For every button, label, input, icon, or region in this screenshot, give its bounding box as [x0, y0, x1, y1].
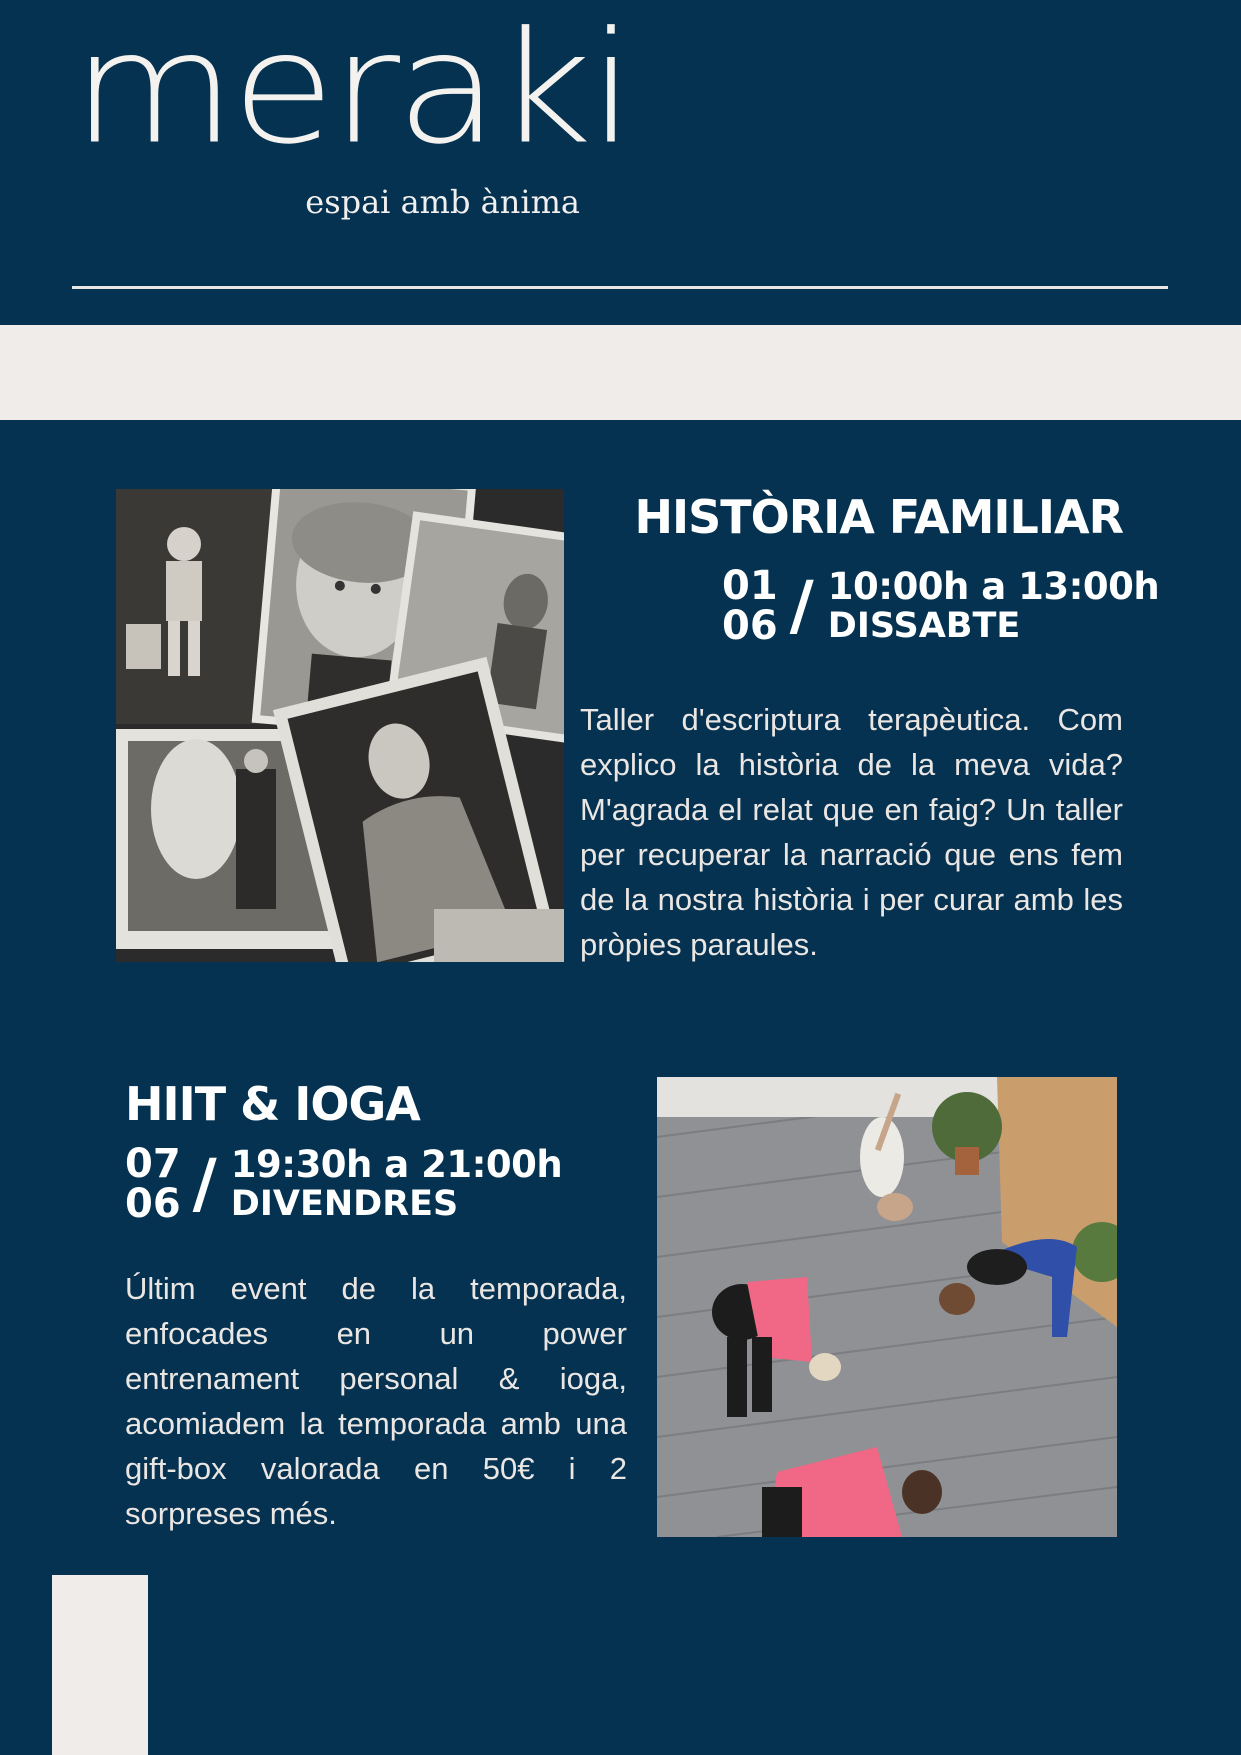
date-day: 07: [125, 1141, 181, 1187]
brand-logo: meraki: [72, 0, 631, 179]
event-weekday: DIVENDRES: [230, 1184, 459, 1224]
event-time: 10:00h a 13:00h: [827, 565, 1160, 608]
event-title: HISTÒRIA FAMILIAR: [634, 490, 1123, 544]
date-numbers: [722, 563, 778, 649]
event-photo-family-history: [116, 489, 564, 962]
date-month: 06: [722, 603, 778, 649]
footer-accent-block: [52, 1575, 148, 1755]
date-separator: /: [192, 1145, 217, 1222]
event-photo-hiit-yoga: [657, 1077, 1117, 1537]
event-time: 19:30h a 21:00h: [230, 1143, 563, 1186]
header-divider: [72, 286, 1168, 289]
event-description: Últim event de la temporada, enfocades en un power entrenament personal & ioga, acomiadem la temporada amb una gift-box valorada en 50€ i 2 sorpreses més.: [125, 1271, 627, 1531]
date-info: [231, 1145, 562, 1223]
brand-tagline: espai amb ànima: [305, 183, 580, 221]
event-date: [722, 563, 1160, 649]
event-title: HIIT & IOGA: [125, 1077, 420, 1131]
date-month: 06: [125, 1181, 181, 1227]
event-date: [125, 1141, 563, 1227]
header: [0, 0, 1241, 325]
yoga-class-image: [657, 1077, 1117, 1537]
old-photos-image: [116, 489, 564, 962]
date-day: 01: [722, 563, 778, 609]
date-separator: /: [789, 567, 814, 644]
date-info: [828, 567, 1159, 645]
event-weekday: DISSABTE: [827, 606, 1021, 646]
date-numbers: [125, 1141, 181, 1227]
event-description: Taller d'escriptura terapèutica. Com explico la història de la meva vida? M'agrada el relat que en faig? Un taller per recuperar la narració que ens fem de la nostra història i per curar amb les pròpies paraules.: [580, 702, 1123, 962]
light-band: [0, 325, 1241, 420]
